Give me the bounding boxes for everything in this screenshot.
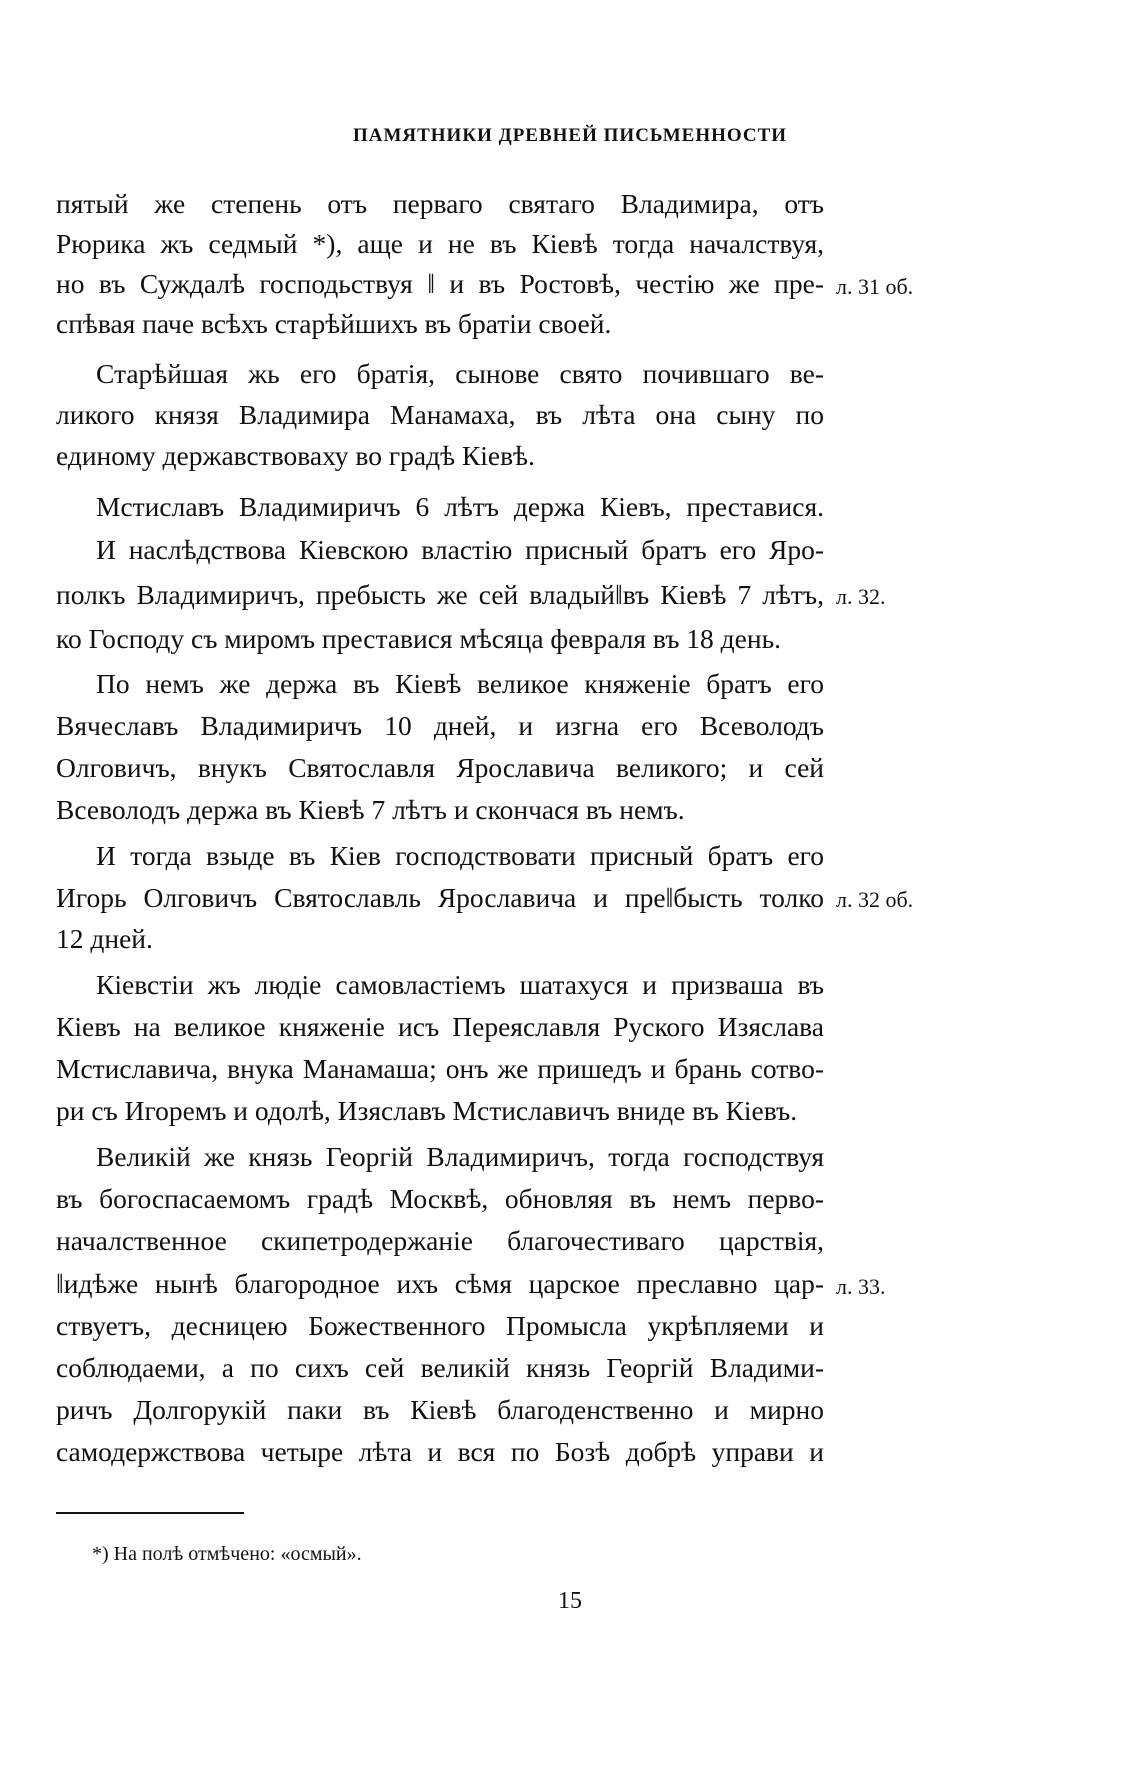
text-line: ликого князя Владимира Манамаха, въ лѣта она сыну по bbox=[56, 399, 824, 430]
margin-folio-note: л. 32. bbox=[836, 584, 886, 609]
text-line: пятый же степень отъ перваго святаго Владимира, отъ bbox=[56, 188, 824, 219]
text-line: самодержствова четыре лѣта и вся по Бозѣ добрѣ управи и bbox=[56, 1436, 824, 1467]
text-line: Олговичъ, внукъ Святославля Ярославича великого; и сей bbox=[56, 752, 824, 783]
text-line: Игорь Олговичъ Святославль Ярославича и пре‖бысть толко bbox=[56, 882, 824, 913]
text-line: Вячеславъ Владимиричъ 10 дней, и изгна его Всеволодъ bbox=[56, 710, 824, 741]
text-line: Кіевъ на великое княженіе исъ Переяславля Руского Изяслава bbox=[56, 1011, 824, 1042]
margin-folio-note: л. 32 об. bbox=[836, 887, 914, 912]
text-line: ствуетъ, десницею Божественного Промысла укрѣпляеми и bbox=[56, 1310, 824, 1341]
text-line: И наслѣдствова Кіевскою властію присный братъ его Яро- bbox=[96, 534, 824, 565]
text-line: началственное скипетродержаніе благочестиваго царствія, bbox=[56, 1225, 824, 1256]
text-line: Мстиславича, внука Манамаша; онъ же пришедъ и брань сотво- bbox=[56, 1053, 824, 1084]
text-line: но въ Суждалѣ господьствуя ‖ и въ Ростовѣ, честію же пре- bbox=[56, 268, 824, 299]
page-number: 15 bbox=[558, 1588, 582, 1614]
text-line: соблюдаеми, а по сихъ сей великій князь Георгій Владими- bbox=[56, 1352, 824, 1383]
text-line: И тогда взыде въ Кіев господствовати присный братъ его bbox=[96, 840, 824, 871]
margin-folio-note: л. 31 об. bbox=[836, 274, 914, 299]
text-line: Мстиславъ Владимиричъ 6 лѣтъ держа Кіевъ, преставися. bbox=[96, 491, 824, 522]
text-line: По немъ же держа въ Кіевѣ великое княженіе братъ его bbox=[96, 668, 824, 699]
text-line: ко Господу съ миромъ преставися мѣсяца февраля въ 18 день. bbox=[56, 623, 781, 654]
text-line: полкъ Владимиричъ, пребысть же сей владый‖въ Кіевѣ 7 лѣтъ, bbox=[56, 579, 824, 610]
text-line: Старѣйшая жь его братія, сынове свято почившаго ве- bbox=[96, 358, 824, 389]
text-line: въ богоспасаемомъ градѣ Москвѣ, обновляя въ немъ перво- bbox=[56, 1183, 824, 1214]
text-line: 12 дней. bbox=[56, 923, 153, 954]
text-line: ри съ Игоремъ и одолѣ, Изяславъ Мстиславичъ вниде въ Кіевъ. bbox=[56, 1095, 798, 1126]
text-line: Кіевстіи жъ людіе самовластіемъ шатахуся и призваша въ bbox=[96, 969, 824, 1000]
text-line: ричъ Долгорукій паки въ Кіевѣ благоденственно и мирно bbox=[56, 1394, 824, 1425]
footnote: *) На полѣ отмѣчено: «осмый». bbox=[92, 1543, 362, 1565]
margin-folio-note: л. 33. bbox=[836, 1274, 886, 1299]
text-line: ‖идѣже нынѣ благородное ихъ сѣмя царское преславно цар- bbox=[56, 1268, 824, 1299]
text-line: Всеволодъ держа въ Кіевѣ 7 лѣтъ и скончася въ немъ. bbox=[56, 794, 685, 825]
text-line: Великій же князь Георгій Владимиричъ, тогда господствуя bbox=[96, 1141, 824, 1172]
footnote-divider bbox=[56, 1512, 244, 1514]
running-title: ПАМЯТНИКИ ДРЕВНЕЙ ПИСЬМЕННОСТИ bbox=[352, 125, 788, 146]
text-line: спѣвая паче всѣхъ старѣйшихъ въ братіи своей. bbox=[56, 308, 612, 339]
text-line: Рюрика жъ седмый *), аще и не въ Кіевѣ тогда началствуя, bbox=[56, 228, 824, 259]
text-line: единому державствоваху во градѣ Кіевѣ. bbox=[56, 440, 535, 471]
